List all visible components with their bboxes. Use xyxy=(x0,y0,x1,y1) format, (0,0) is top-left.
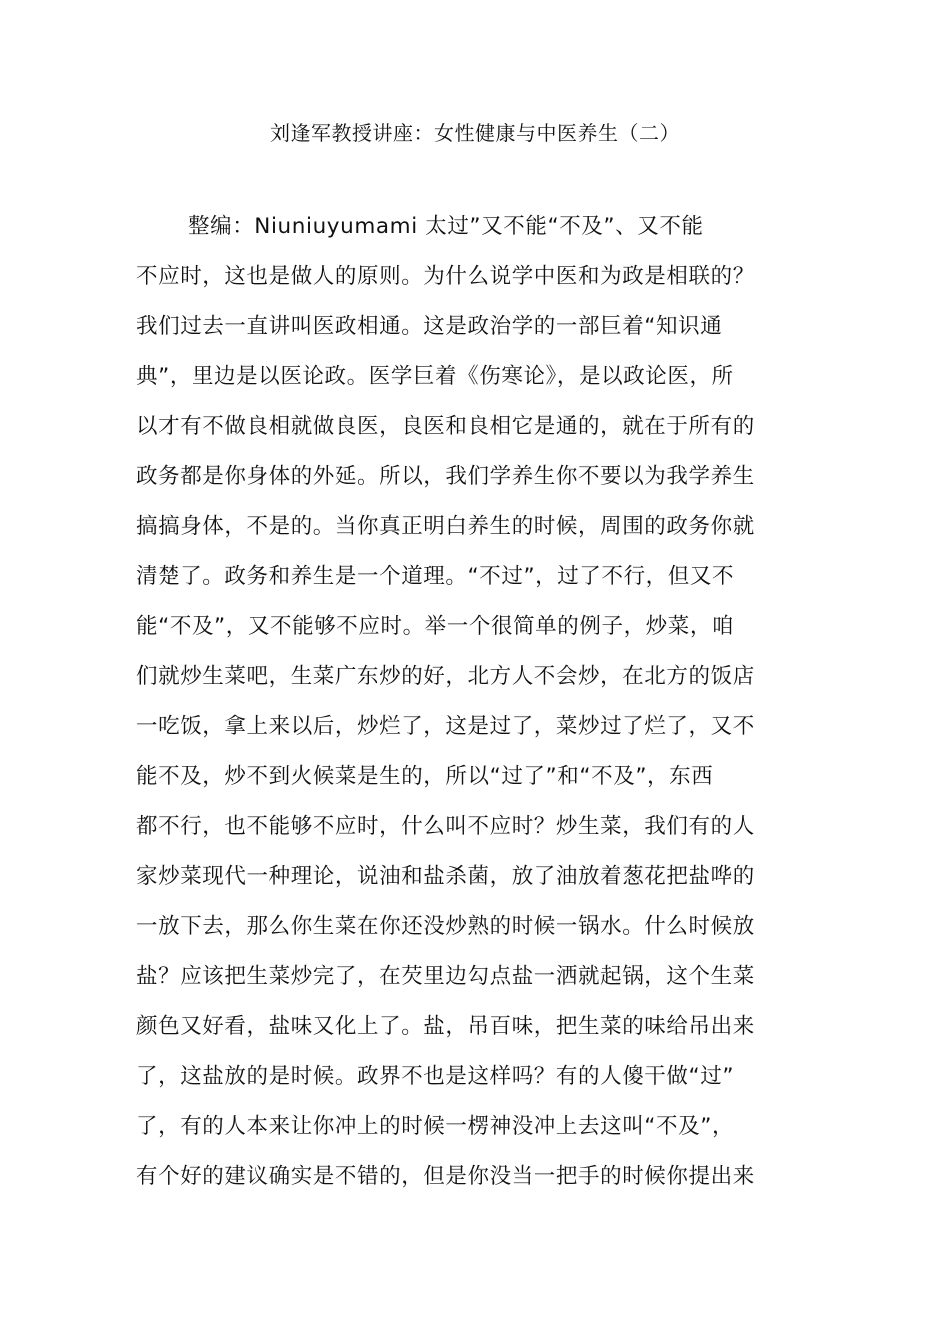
body-line: 不应时，这也是做人的原则。为什么说学中医和为政是相联的？ xyxy=(136,264,755,289)
body-line: 家炒菜现代一种理论，说油和盐杀菌，放了油放着葱花把盐哗的 xyxy=(136,864,755,889)
body-line: 盐？应该把生菜炒完了，在芡里边勾点盐一洒就起锅，这个生菜 xyxy=(136,964,755,989)
body-line: 政务都是你身体的外延。所以，我们学养生你不要以为我学养生 xyxy=(136,464,755,489)
body-line: 搞搞身体，不是的。当你真正明白养生的时候，周围的政务你就 xyxy=(136,514,755,539)
body-line: 一放下去，那么你生菜在你还没炒熟的时候一锅水。什么时候放 xyxy=(136,914,755,939)
body-line: 以才有不做良相就做良医，良医和良相它是通的，就在于所有的 xyxy=(136,414,755,439)
body-line: 能“不及”，又不能够不应时。举一个很简单的例子，炒菜，咱 xyxy=(136,614,735,639)
document-title: 刘逢军教授讲座：女性健康与中医养生（二） xyxy=(270,121,680,145)
body-line: 有个好的建议确实是不错的，但是你没当一把手的时候你提出来 xyxy=(136,1164,755,1189)
body-line: 了，有的人本来让你冲上的时候一楞神没冲上去这叫“不及”， xyxy=(136,1114,735,1139)
body-line: 们就炒生菜吧，生菜广东炒的好，北方人不会炒，在北方的饭店 xyxy=(136,664,755,689)
body-line: 了，这盐放的是时候。政界不也是这样吗？有的人傻干做“过” xyxy=(136,1064,735,1089)
body-line: 一吃饭，拿上来以后，炒烂了，这是过了，菜炒过了烂了，又不 xyxy=(136,714,755,739)
body-line: 颜色又好看，盐味又化上了。盐，吊百味，把生菜的味给吊出来 xyxy=(136,1014,755,1039)
body-line: 能不及，炒不到火候菜是生的，所以“过了”和“不及”，东西 xyxy=(136,764,714,789)
body-line: 整编：Niuniuyumami 太过”又不能“不及”、又不能 xyxy=(188,214,704,239)
body-line: 我们过去一直讲叫医政相通。这是政治学的一部巨着“知识通 xyxy=(136,314,723,339)
body-line: 都不行，也不能够不应时，什么叫不应时？炒生菜，我们有的人 xyxy=(136,814,755,839)
body-line: 典”，里边是以医论政。医学巨着《伤寒论》，是以政论医，所 xyxy=(136,364,734,389)
document-body xyxy=(136,208,816,1208)
body-line: 清楚了。政务和养生是一个道理。“不过”，过了不行，但又不 xyxy=(136,564,735,589)
